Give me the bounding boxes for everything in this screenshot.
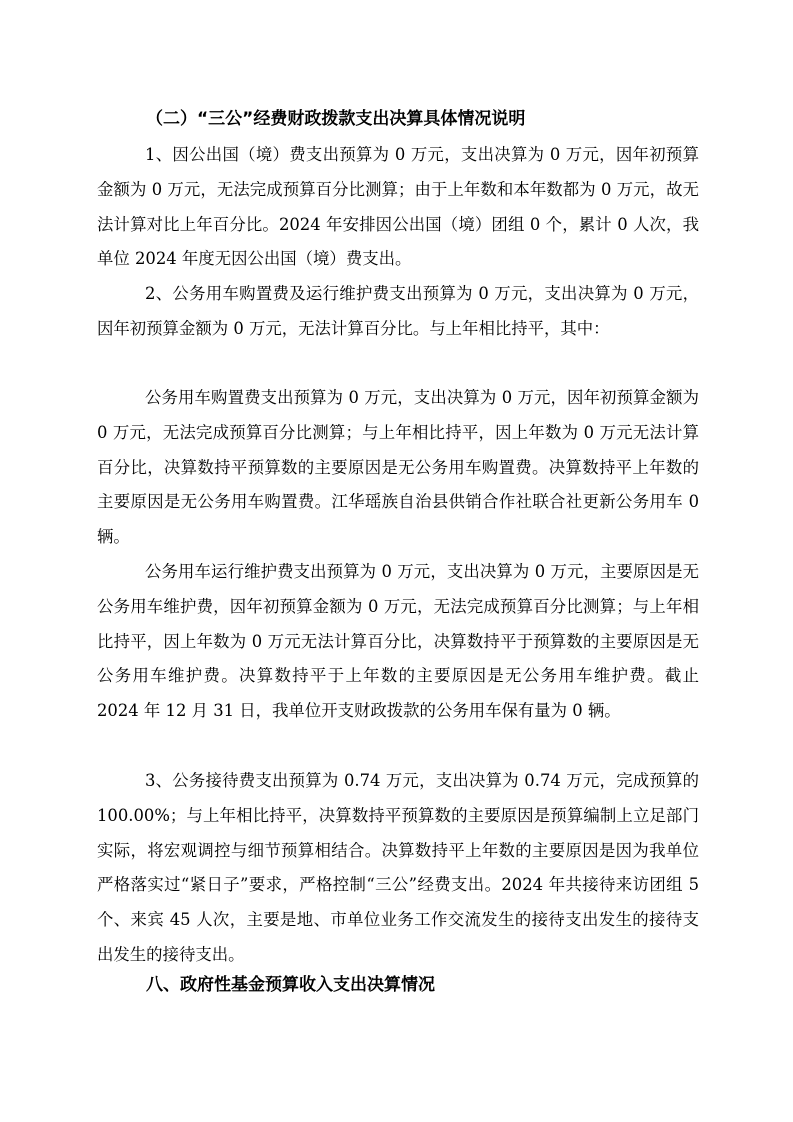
paragraph-official-vehicle-total: 2、公务用车购置费及运行维护费支出预算为 0 万元，支出决算为 0 万元，因年初预算金额为 0 万元，无法计算百分比。与上年相比持平，其中： bbox=[97, 284, 699, 338]
paragraph-vehicle-maintenance: 公务用车运行维护费支出预算为 0 万元，支出决算为 0 万元，主要原因是无公务用车维护费，因年初预算金额为 0 万元，无法完成预算百分比测算；与上年相比持平，因上年数为 0 万元无法计算百分比，决算数持平于预算数的主要原因是无公务用车维护费。决算数持平于上年数的主要原因是无公务用车维护费。截止 2024 年 12 月 31 日，我单位开支财政拨款的公务用车保有量为 0 辆。 bbox=[97, 562, 699, 721]
paragraph-reception: 3、公务接待费支出预算为 0.74 万元，支出决算为 0.74 万元，完成预算的 100.00%；与上年相比持平，决算数持平预算数的主要原因是预算编制上立足部门实际，将宏观调控与细节预算相结合。决算数持平上年数的主要原因是因为我单位严格落实过“紧日子”要求，严格控制“三公”经费支出。2024 年共接待来访团组 5 个、来宾 45 人次，主要是地、市单位业务工作交流发生的接待支出发生的接待支出发生的接待支出。 bbox=[97, 771, 699, 964]
next-section-heading: 八、政府性基金预算收入支出决算情况 bbox=[146, 975, 435, 995]
section-title: （二）“三公”经费财政拨款支出决算具体情况说明 bbox=[146, 109, 526, 129]
paragraph-vehicle-purchase: 公务用车购置费支出预算为 0 万元，支出决算为 0 万元，因年初预算金额为 0 万元，无法完成预算百分比测算；与上年相比持平，因上年数为 0 万元无法计算百分比，决算数持平预算数的主要原因是无公务用车购置费。决算数持平上年数的主要原因是无公务用车购置费。江华瑶族自治县供销合作社联合社更新公务用车 0 辆。 bbox=[97, 388, 699, 547]
paragraph-overseas-travel: 1、因公出国（境）费支出预算为 0 万元，支出决算为 0 万元，因年初预算金额为 0 万元，无法完成预算百分比测算；由于上年数和本年数都为 0 万元，故无法计算对比上年百分比。2024 年安排因公出国（境）团组 0 个，累计 0 人次，我单位 2024 年度无因公出国（境）费支出。 bbox=[97, 145, 699, 269]
